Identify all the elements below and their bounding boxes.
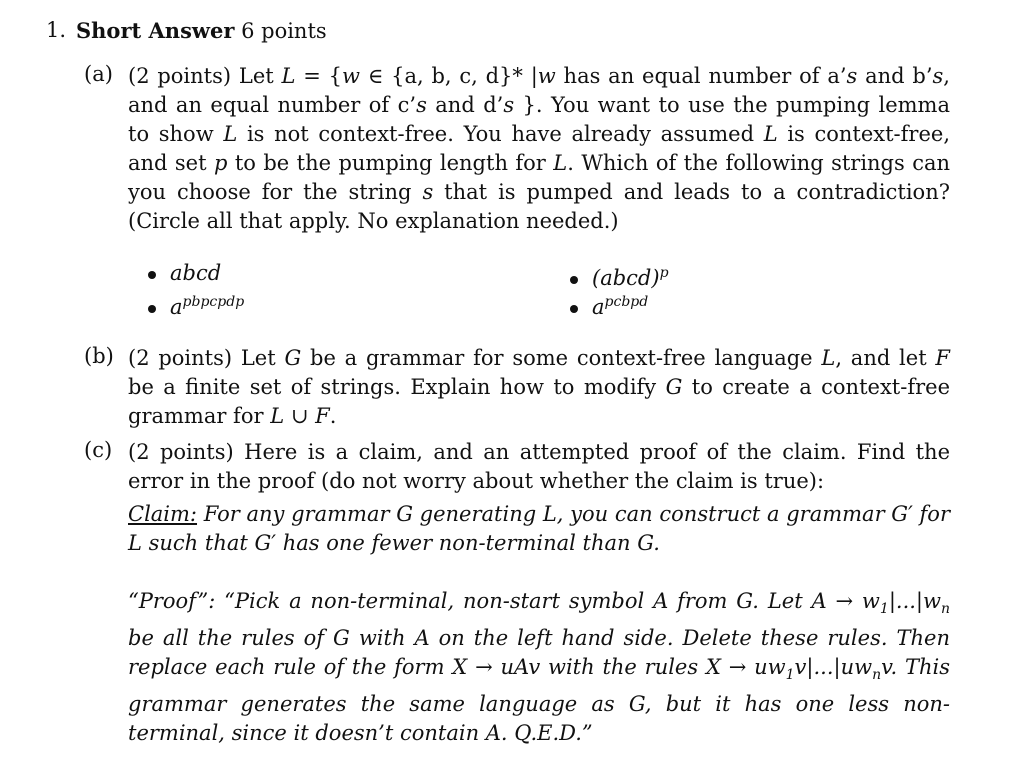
part-c-label: (c) <box>84 438 113 462</box>
part-a-body: Let L = {w ∈ {a, b, c, d}* |w has an equal number of a’s and b’s, and an equal number of c’s and d’s }. You want to use the pumping lemma to show L is not context-free. You have already assumed L is context-free, and set p to be the pumping length for L. Which of the following strings can you choose for the string s that is pumped and leads to a contradiction? (Circle all that apply. No explanation needed.) <box>128 64 951 233</box>
part-c-proof <box>128 587 950 748</box>
part-b-body: Let G be a grammar for some context-free language L, and let F be a finite set of strings. Explain how to modify G to create a context-free grammar for L ∪ F. <box>128 346 950 428</box>
option-text: abcd <box>170 261 222 285</box>
part-a-label: (a) <box>84 62 113 86</box>
bullet-icon <box>570 305 578 313</box>
claim-text: For any grammar G generating L, you can construct a grammar G′ for L such that G′ has one fewer non-terminal than G. <box>128 502 950 555</box>
part-c-points: (2 points) <box>128 440 234 464</box>
proof-text: “Proof”: “Pick a non-terminal, non-start symbol A from G. Let $A \to w_1|...|w_n$ be all the rules of G with A on the left hand side. Delete these rules. Then replace each rule of the form X → uAv with the rules $X \to uw_1v|...|uw_nv$. This grammar generates the same language as G, but it has one less non-terminal, since it doesn’t contain A. Q.E.D.” <box>128 589 951 746</box>
part-c-body: Here is a claim, and an attempted proof of the claim. Find the error in the proof (do not worry about whether the claim is true): <box>128 440 950 493</box>
part-a-points: (2 points) <box>128 64 232 88</box>
bullet-icon <box>570 276 578 284</box>
option-abcd <box>148 259 221 287</box>
question-points: 6 points <box>241 19 327 43</box>
part-b-points: (2 points) <box>128 346 233 370</box>
part-c-text <box>128 438 950 496</box>
part-c-claim <box>128 500 950 558</box>
bullet-icon <box>148 271 156 279</box>
question-title: Short Answer <box>76 18 235 43</box>
option-text: $a^{pcbpd}$ <box>592 294 649 319</box>
part-a-text <box>128 62 950 236</box>
option-text: (abcd)$^p$ <box>592 265 669 290</box>
claim-label: Claim: <box>128 502 198 526</box>
question-number: 1. <box>46 18 67 42</box>
option-apcbpd <box>570 288 648 321</box>
part-b-label: (b) <box>84 344 114 368</box>
part-b-text <box>128 344 950 431</box>
option-apbpcpdp <box>148 288 244 321</box>
option-text: $a^{pbpcpdp}$ <box>170 294 245 319</box>
bullet-icon <box>148 305 156 313</box>
question-title-line <box>76 18 327 43</box>
